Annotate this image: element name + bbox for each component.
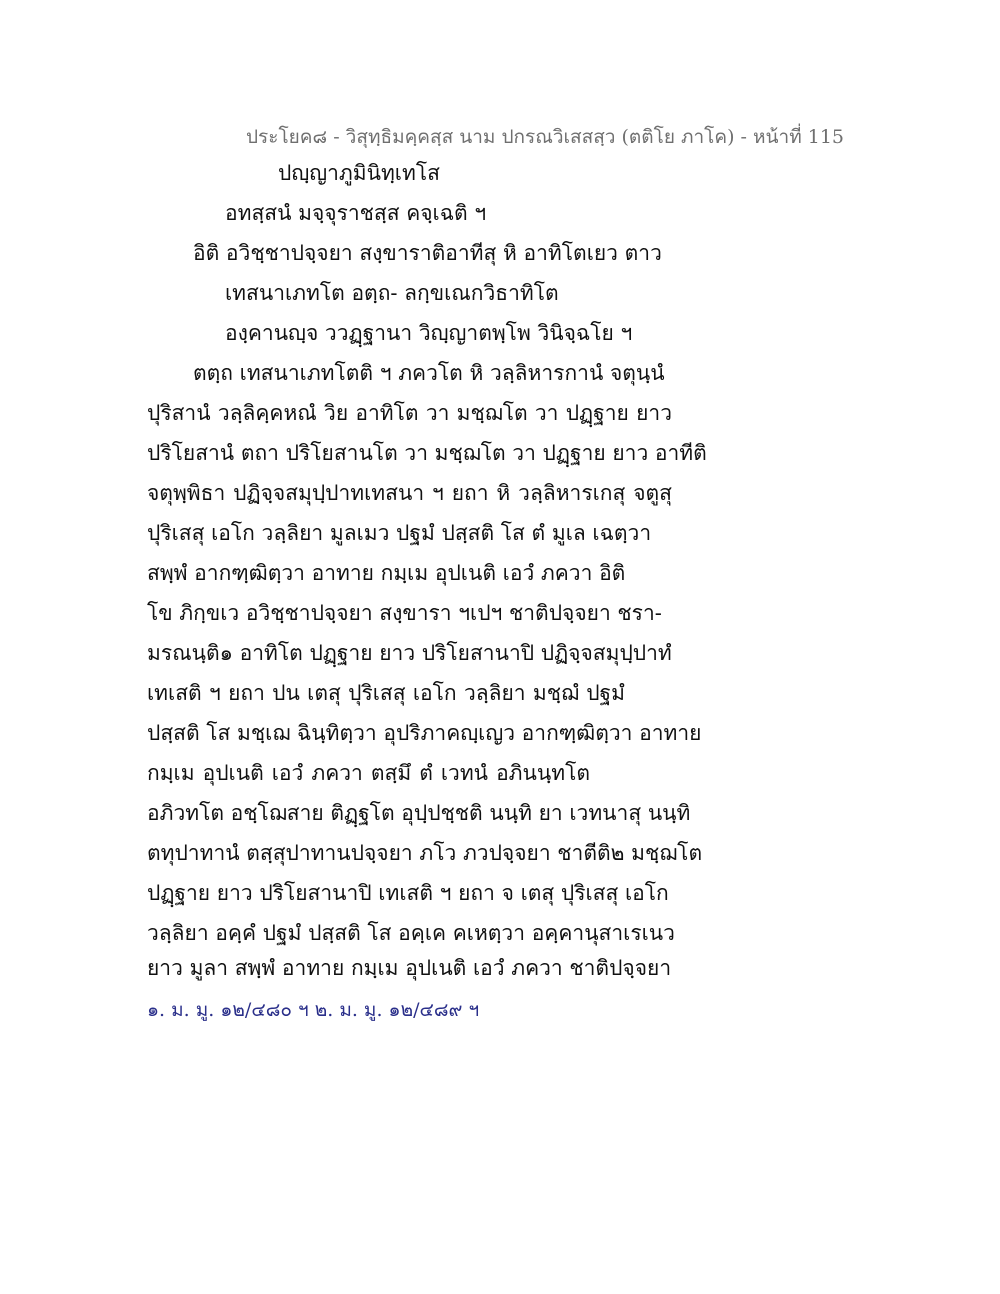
prose-line: ตทุปาทานํ ตสฺสุปาทานปจฺจยา ภโว ภวปจฺจยา ชาตีติ๒ มชฺฌโต [147, 841, 703, 865]
prose-line: ปสฺสติ โส มชฺเฌ ฉินฺทิตฺวา อุปริภาคญฺเญว อากฑฺฒิตฺวา อาทาย [147, 721, 702, 745]
verse-line: ปญฺญาภูมินิทฺเทโส [278, 161, 440, 185]
verse-line: อทสฺสนํ มจฺจุราชสฺส คจฺเฉติ ฯ [225, 201, 487, 225]
page-header: ประโยค๘ - วิสุทฺธิมคฺคสฺส นาม ปกรณวิเสสสฺว (ตติโย ภาโค) - หน้าที่ 115 [246, 126, 845, 148]
prose-line: ปุริเสสุ เอโก วลฺลิยา มูลเมว ปฐมํ ปสฺสติ โส ตํ มูเล เฉตฺวา [147, 521, 652, 545]
prose-line: มรณนฺติ๑ อาทิโต ปฏฺฐาย ยาว ปริโยสานาปิ ปฏิจฺจสมุปฺปาทํ [147, 641, 672, 665]
prose-line: ตตฺถ เทสนาเภทโตติ ฯ ภควโต หิ วลฺลิหารกานํ จตุนฺนํ [193, 361, 665, 385]
prose-line: ปริโยสานํ ตถา ปริโยสานโต วา มชฺฌโต วา ปฏฺฐาย ยาว อาทีติ [147, 441, 707, 465]
footnote: ๑. ม. มู. ๑๒/๔๘๐ ฯ ๒. ม. มู. ๑๒/๔๘๙ ฯ [147, 999, 480, 1021]
prose-line: สพฺพํ อากฑฺฒิตฺวา อาทาย กมฺเม อุปเนติ เอวํ ภควา อิติ [147, 561, 626, 585]
prose-line: วลฺลิยา อคฺคํ ปฐมํ ปสฺสติ โส อคฺเค คเหตฺวา อคฺคานุสาเรเนว [147, 921, 675, 945]
prose-line: จตุพฺพิธา ปฏิจฺจสมุปฺปาทเทสนา ฯ ยถา หิ วลฺลิหารเกสุ จตูสุ [147, 481, 672, 505]
verse-line: เทสนาเภทโต อตฺถ- ลกฺขเณกวิธาทิโต [225, 281, 559, 305]
verse-line: อิติ อวิชฺชาปจฺจยา สงฺขาราติอาทีสุ หิ อาทิโตเยว ตาว [193, 241, 662, 265]
prose-line: กมฺเม อุปเนติ เอวํ ภควา ตสฺมึ ตํ เวทนํ อภินนฺทโต [147, 761, 590, 785]
prose-line: เทเสติ ฯ ยถา ปน เตสุ ปุริเสสุ เอโก วลฺลิยา มชฺฌํ ปฐมํ [147, 681, 625, 705]
prose-line: ปุริสานํ วลฺลิคฺคหณํ วิย อาทิโต วา มชฺฌโต วา ปฏฺฐาย ยาว [147, 401, 672, 425]
prose-line: ปฏฺฐาย ยาว ปริโยสานาปิ เทเสติ ฯ ยถา จ เตสุ ปุริเสสุ เอโก [147, 881, 669, 905]
prose-line: อภิวทโต อชฺโฌสาย ติฏฺฐโต อุปฺปชฺชติ นนฺทิ ยา เวทนาสุ นนฺทิ [147, 801, 691, 825]
verse-line: องฺคานญฺจ ววฏฺฐานา วิญฺญาตพฺโพ วินิจฺฉโย ฯ [225, 321, 633, 345]
prose-line: โข ภิกฺขเว อวิชฺชาปจฺจยา สงฺขารา ฯเปฯ ชาติปจฺจยา ชรา- [147, 601, 662, 625]
prose-line: ยาว มูลา สพฺพํ อาทาย กมฺเม อุปเนติ เอวํ ภควา ชาติปจฺจยา [147, 956, 672, 980]
